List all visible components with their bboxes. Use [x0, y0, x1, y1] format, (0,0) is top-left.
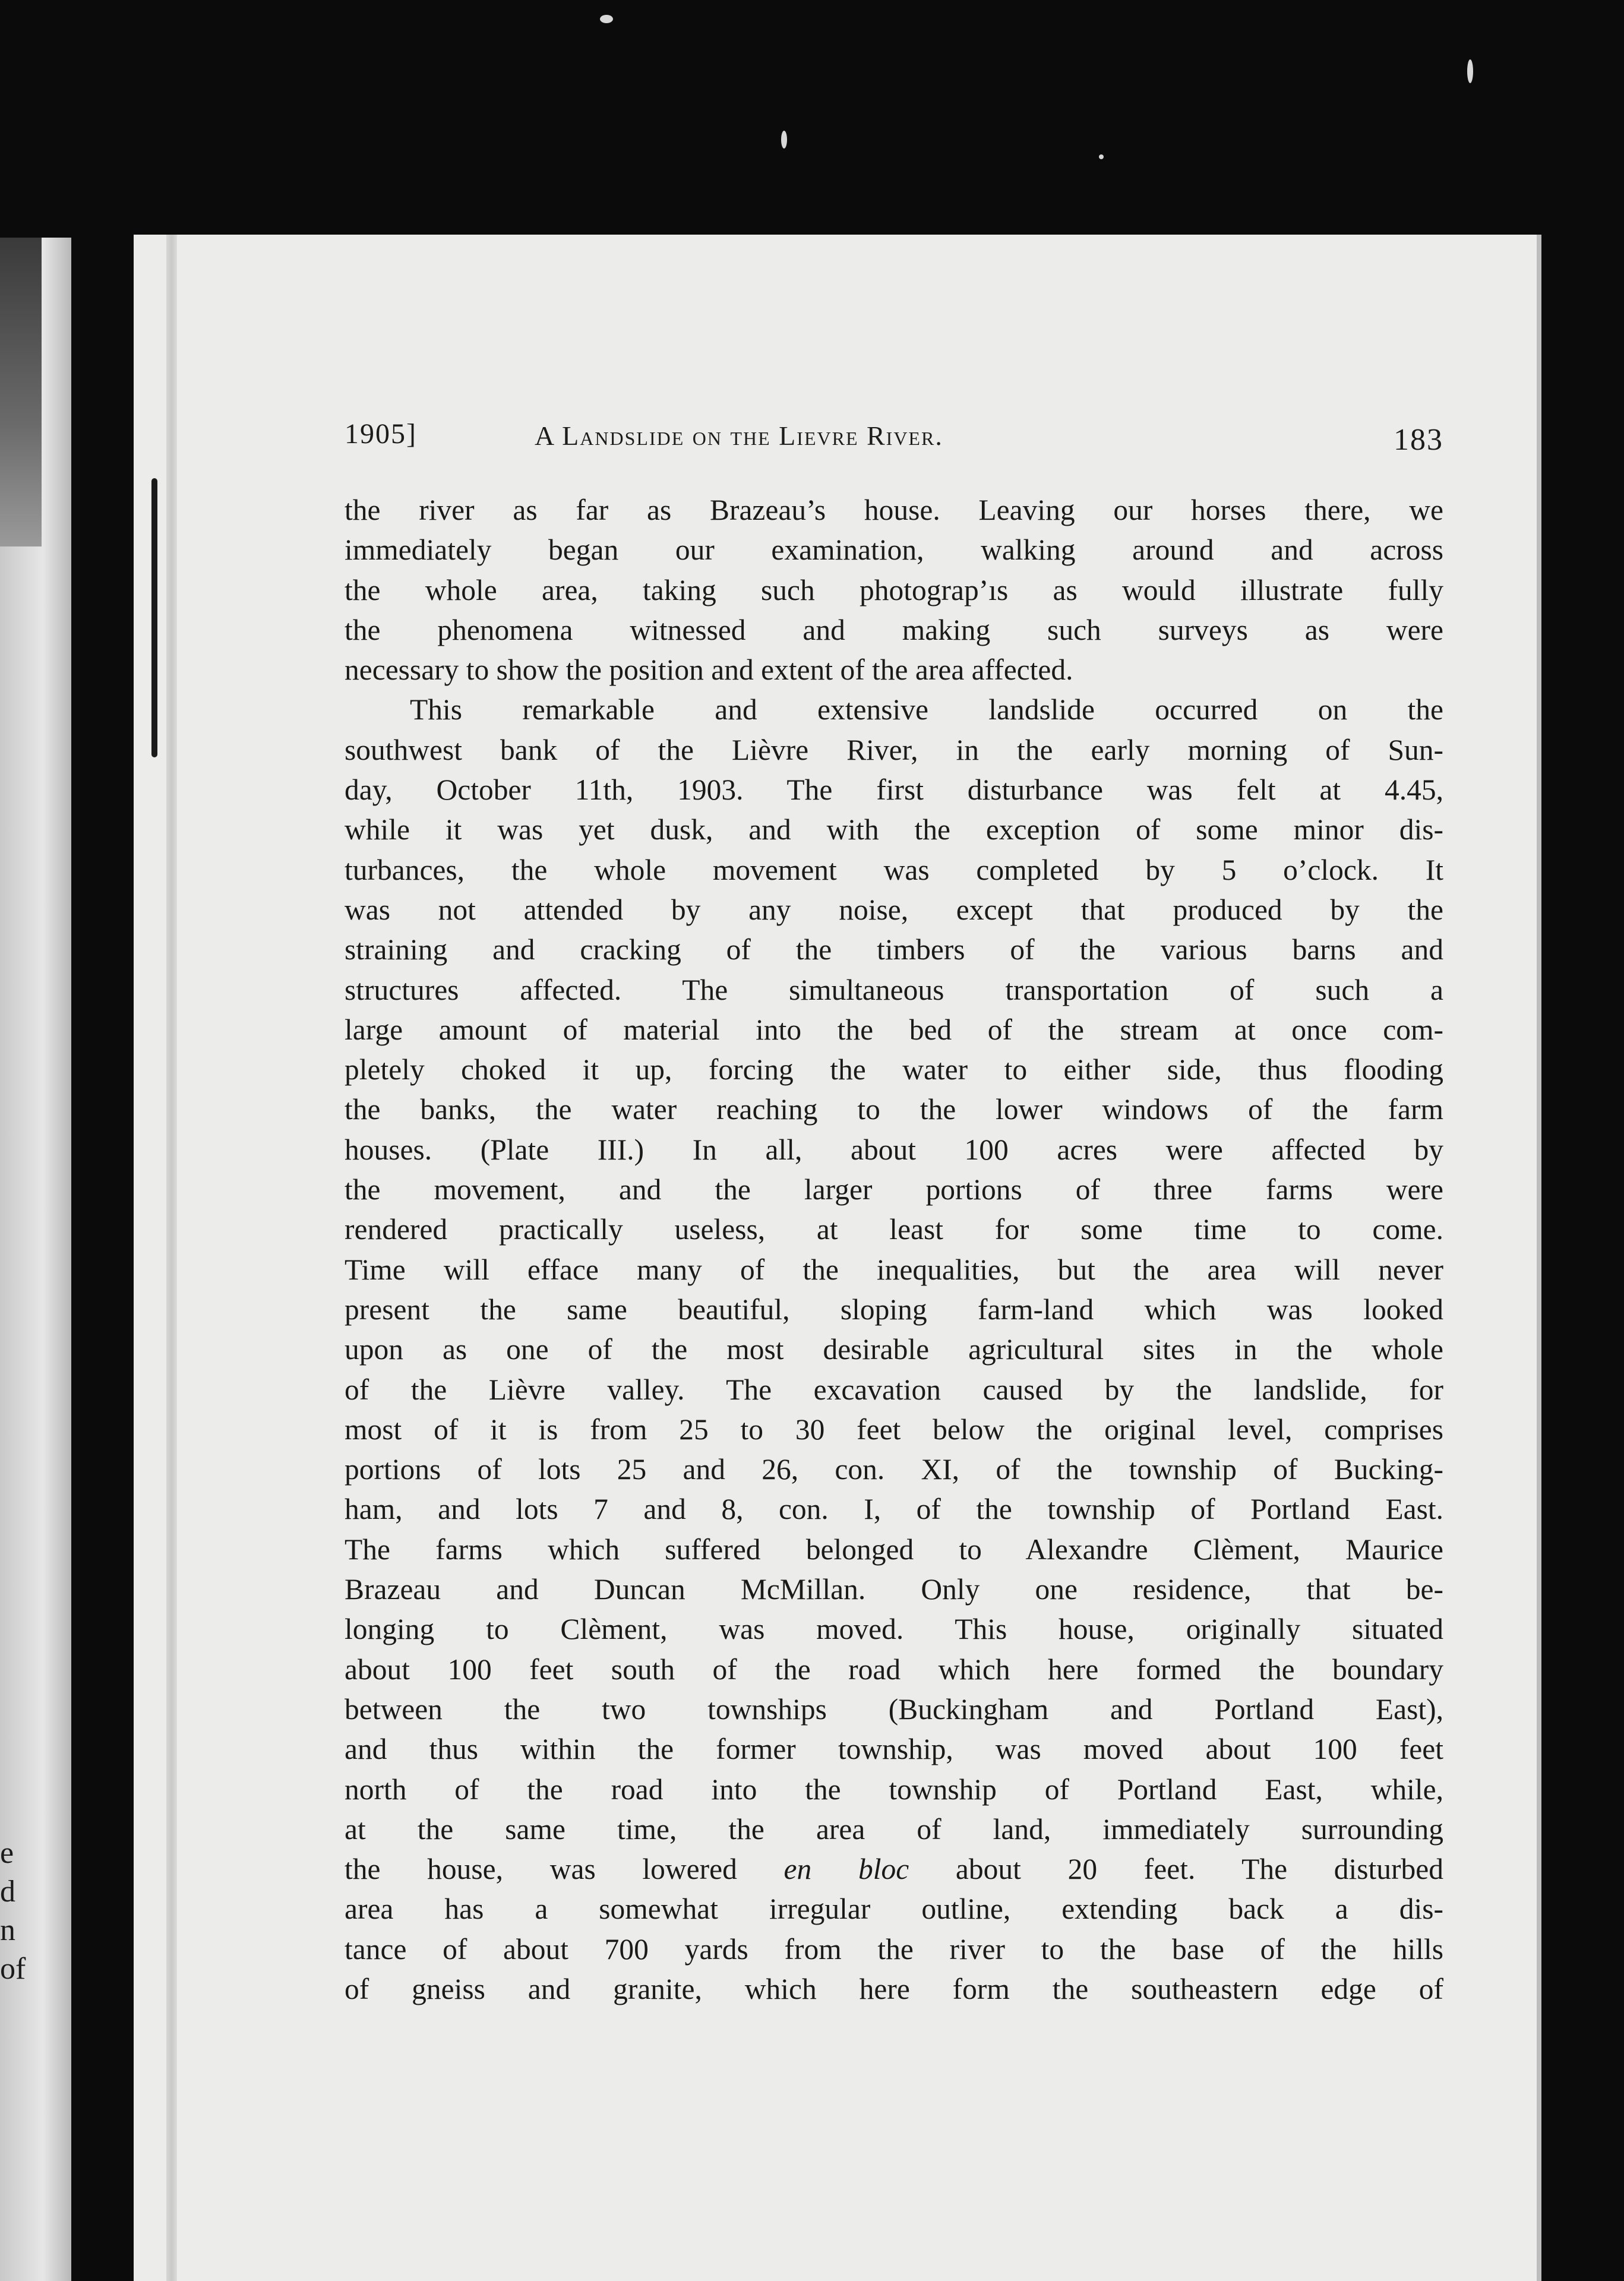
body-text: [345, 490, 1443, 2009]
text-line: most of it is from 25 to 30 feet below the original level, comprises: [345, 1413, 1443, 1446]
text-line: the phenomena witnessed and making such surveys as were: [345, 613, 1443, 646]
text-line: between the two townships (Buckingham and Portland East),: [345, 1692, 1443, 1726]
text-line: houses. (Plate III.) In all, about 100 acres were affected by: [345, 1133, 1443, 1166]
text-line: north of the road into the township of Portland East, while,: [345, 1773, 1443, 1806]
text-line: southwest bank of the Lièvre River, in the early morning of Sun-: [345, 733, 1443, 766]
scan-speck: [1467, 59, 1473, 83]
text-line: the movement, and the larger portions of three farms were: [345, 1173, 1443, 1206]
text-line: structures affected. The simultaneous transportation of such a: [345, 973, 1443, 1006]
text-line: the whole area, taking such photograp’ıs as would illustrate fully: [345, 573, 1443, 606]
text-line: was not attended by any noise, except that produced by the: [345, 893, 1443, 926]
text-line: about 100 feet south of the road which here formed the boundary: [345, 1653, 1443, 1686]
text-line: ham, and lots 7 and 8, con. I, of the township of Portland East.: [345, 1493, 1443, 1526]
text-line: rendered practically useless, at least for some time to come.: [345, 1213, 1443, 1246]
text-line: longing to Clèment, was moved. This house, originally situated: [345, 1613, 1443, 1646]
text-line: day, October 11th, 1903. The first disturbance was felt at 4.45,: [345, 773, 1443, 807]
binding-mark: [151, 478, 157, 757]
italic-phrase: en bloc: [783, 1853, 909, 1886]
facing-page-fragment: e: [0, 1836, 14, 1870]
text-line: portions of lots 25 and 26, con. XI, of the township of Bucking-: [345, 1453, 1443, 1486]
text-line: Brazeau and Duncan McMillan. Only one residence, that be-: [345, 1573, 1443, 1606]
text-line: pletely choked it up, forcing the water to either side, thus flooding: [345, 1053, 1443, 1086]
text-line: large amount of material into the bed of the stream at once com-: [345, 1013, 1443, 1046]
text-line: immediately began our examination, walking around and across: [345, 533, 1443, 567]
scan-speck: [1099, 154, 1104, 159]
text-line: tance of about 700 yards from the river to the base of the hills: [345, 1932, 1443, 1966]
text-line: the banks, the water reaching to the lower windows of the farm: [345, 1093, 1443, 1126]
facing-page-fragment: d: [0, 1875, 15, 1909]
text-line: the house, was lowered en bloc about 20 feet. The disturbed: [345, 1853, 1443, 1886]
text-line: necessary to show the position and extent of the area affected.: [345, 653, 1073, 687]
scan-speck: [600, 15, 613, 23]
text-line: the river as far as Brazeau’s house. Leaving our horses there, we: [345, 494, 1443, 526]
text-line: while it was yet dusk, and with the exception of some minor dis-: [345, 813, 1443, 846]
book-page: [134, 235, 1541, 2281]
text-line: straining and cracking of the timbers of the various barns and: [345, 933, 1443, 966]
facing-page-shadow: [0, 238, 42, 546]
text-line: turbances, the whole movement was completed by 5 o’clock. It: [345, 853, 1443, 886]
text-line: Time will efface many of the inequalities, but the area will never: [345, 1253, 1443, 1286]
text-line: present the same beautiful, sloping farm-land which was looked: [345, 1293, 1443, 1326]
text-line: This remarkable and extensive landslide occurred on the: [410, 693, 1443, 726]
page-number: 183: [1394, 423, 1443, 457]
text-line: at the same time, the area of land, immediately surrounding: [345, 1812, 1443, 1846]
text-line: of gneiss and granite, which here form the southeastern edge of: [345, 1972, 1443, 2005]
text-line: of the Lièvre valley. The excavation caused by the landslide, for: [345, 1373, 1443, 1406]
header-title: A Landslide on the Lievre River.: [535, 421, 943, 451]
facing-page-fragment: of: [0, 1952, 26, 1986]
text-line: area has a somewhat irregular outline, extending back a dis-: [345, 1893, 1443, 1926]
scan-speck: [781, 131, 787, 149]
facing-page-fragment: n: [0, 1913, 15, 1947]
text-line: and thus within the former township, was moved about 100 feet: [345, 1733, 1443, 1766]
running-header: [345, 418, 1443, 465]
text-line: The farms which suffered belonged to Alexandre Clèment, Maurice: [345, 1533, 1443, 1566]
header-year: 1905]: [345, 418, 417, 450]
text-line: upon as one of the most desirable agricultural sites in the whole: [345, 1333, 1443, 1366]
page-gutter: [166, 235, 177, 2281]
